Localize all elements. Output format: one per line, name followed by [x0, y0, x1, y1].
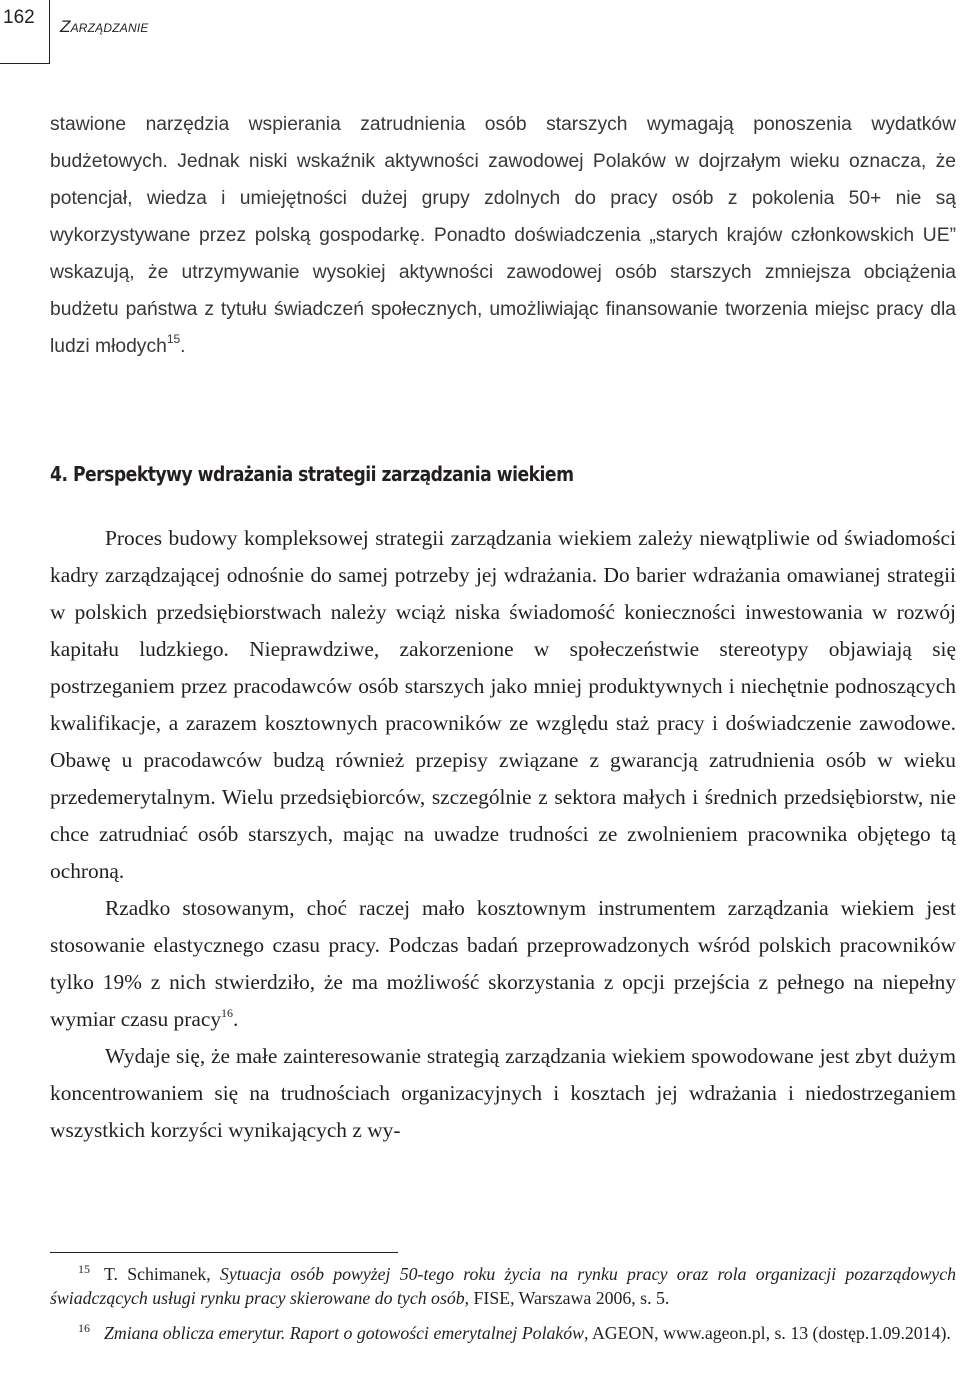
- footnote-title: Sytuacja osób powyżej 50-tego roku życia na rynku pracy oraz rola organizacji pozarządowych świadczących usługi rynku pracy skierowane do tych osób: [50, 1264, 956, 1308]
- footnote-ref-15[interactable]: 15: [166, 332, 181, 346]
- footnote-number: 15: [78, 1262, 90, 1276]
- header-vertical-rule: [49, 0, 50, 64]
- footnote-16: [50, 1321, 956, 1345]
- section-paragraph-3: Wydaje się, że małe zainteresowanie strategią zarządzania wiekiem spowodowane jest zbyt dużym koncentrowaniem się na trudnościach organizacyjnych i kosztach jej wdrażania i niedostrzeganiem wszystkich korzyści wynikających z wy-: [50, 1044, 956, 1142]
- paragraph-2-end: .: [233, 1007, 239, 1031]
- footnote-author: T. Schimanek,: [104, 1264, 220, 1284]
- intro-paragraph: [50, 106, 956, 365]
- footnote-15: [50, 1262, 956, 1310]
- paragraph-2-text: Rzadko stosowanym, choć raczej mało kosztownym instrumentem zarządzania wiekiem jest stosowanie elastycznego czasu pracy. Podczas badań przeprowadzonych wśród polskich pracowników tylko 19% z nich stwierdziło, że ma możliwość skorzystania z opcji przejścia z pełnego na niepełny wymiar czasu pracy: [50, 896, 956, 1031]
- footnote-number: 16: [78, 1321, 90, 1335]
- footnote-publication: , FISE, Warszawa 2006, s. 5.: [464, 1288, 670, 1308]
- page-number: 162: [3, 7, 35, 28]
- footnote-publication: , AGEON, www.ageon.pl, s. 13 (dostęp.1.09.2014).: [584, 1323, 951, 1343]
- intro-text: stawione narzędzia wspierania zatrudnienia osób starszych wymagają ponoszenia wydatków budżetowych. Jednak niski wskaźnik aktywności zawodowej Polaków w dojrzałym wieku oznacza, że potencjał, wiedza i umiejętności dużej grupy zdolnych do pracy osób z pokolenia 50+ nie są wykorzystywane przez polską gospodarkę. Ponadto doświadczenia „starych krajów członkowskich UE” wskazują, że utrzymywanie wysokiej aktywności zawodowej osób starszych zmniejsza obciążenia budżetu państwa z tytułu świadczeń społecznych, umożliwiając finansowanie tworzenia miejsc pracy dla ludzi młodych: [50, 114, 956, 357]
- section-paragraph-2: [50, 890, 956, 1038]
- footnote-ref-16[interactable]: 16: [221, 1006, 234, 1020]
- section-paragraph-1: Proces budowy kompleksowej strategii zarządzania wiekiem zależy niewątpliwie od świadomości kadry zarządzającej odnośnie do samej potrzeby jej wdrażania. Do barier wdrażania omawianej strategii w polskich przedsiębiorstwach należy wciąż niska świadomość konieczności inwestowania w rozwój kapitału ludzkiego. Nieprawdziwe, zakorzenione w społeczeństwie stereotypy objawiają się postrzeganiem przez pracodawców osób starszych jako mniej produktywnych i niechętnie podnoszących kwalifikacje, a zarazem kosztownych pracowników ze względu staż pracy i doświadczenie zawodowe. Obawę u pracodawców budzą również przepisy związane z gwarancją zatrudnienia osób w wieku przedemerytalnym. Wielu przedsiębiorców, szczególnie z sektora małych i średnich przedsiębiorstw, nie chce zatrudniać osób starszych, mając na uwadze trudności ze zwolnieniem pracownika objętego tą ochroną.: [50, 526, 956, 883]
- footnotes: [50, 1262, 956, 1345]
- footnote-separator: [50, 1252, 398, 1253]
- section-heading: 4. Perspektywy wdrażania strategii zarządzania wiekiem: [50, 462, 574, 486]
- section-body: [50, 520, 956, 1149]
- running-head: Zarządzanie: [60, 17, 149, 36]
- intro-end: .: [180, 336, 186, 357]
- footnote-title: Zmiana oblicza emerytur. Raport o gotowości emerytalnej Polaków: [104, 1323, 585, 1343]
- header-horizontal-rule: [0, 63, 49, 64]
